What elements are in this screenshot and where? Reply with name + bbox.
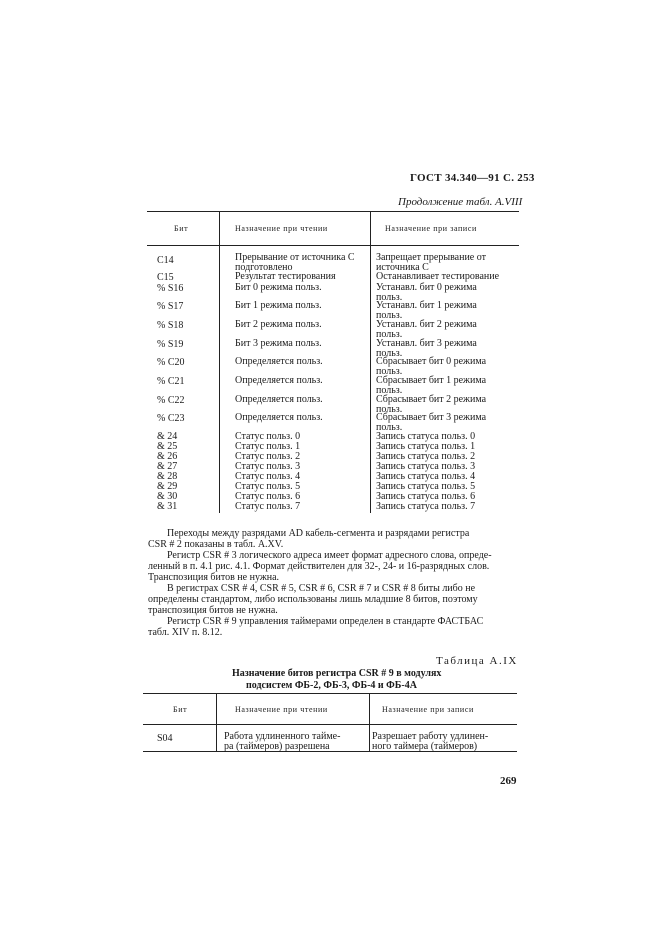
table-row-read: Бит 2 режима польз. <box>235 319 322 330</box>
paragraph-2-line-3: Транспозиция битов не нужна. <box>148 572 280 583</box>
table-continuation-label: Продолжение табл. A.VIII <box>398 196 523 208</box>
table-row-write: Запись статуса польз. 2 <box>376 451 476 462</box>
table1-col-bit: Бит <box>174 224 189 233</box>
table-row-write: Запись статуса польз. 6 <box>376 491 476 502</box>
table-row-write: Запись статуса польз. 1 <box>376 441 476 452</box>
table-row-write-cont: польз. <box>376 404 403 415</box>
table-row-write: Запрещает прерывание от <box>376 252 486 263</box>
paragraph-4-line-1: Регистр CSR # 9 управления таймерами определен в стандарте ФАСТБАС <box>167 616 484 627</box>
table-row-bit: % C23 <box>157 413 185 424</box>
table-row-write-cont: польз. <box>376 329 403 340</box>
table-row-read: Прерывание от источника С <box>235 252 355 263</box>
table-row-read: Статус польз. 2 <box>235 451 301 462</box>
table-row-read: Статус польз. 0 <box>235 431 301 442</box>
table-row-bit: % C22 <box>157 395 185 406</box>
table-row-bit: % S18 <box>157 320 184 331</box>
table-row-bit: C15 <box>157 272 174 283</box>
table-row-bit: & 26 <box>157 451 178 462</box>
table2-row-read-cont: ра (таймеров) разрешена <box>224 741 330 752</box>
paragraph-2-line-2: ленный в п. 4.1 рис. 4.1. Формат действителен для 32-, 24- и 16-разрядных слов. <box>148 561 490 572</box>
table2-row-bit: S04 <box>157 733 173 744</box>
table-row-write: Сбрасывает бит 0 режима <box>376 356 487 367</box>
table2-col-read: Назначение при чтении <box>235 705 328 714</box>
table-row-read: Бит 0 режима польз. <box>235 282 322 293</box>
paragraph-4-line-2: табл. XIV п. 8.12. <box>148 627 223 638</box>
table-row-write-cont: польз. <box>376 422 403 433</box>
paragraph-1-line-2: CSR # 2 показаны в табл. A.XV. <box>148 539 284 550</box>
table2-header-rule <box>143 724 517 725</box>
table-row-read: Статус польз. 6 <box>235 491 301 502</box>
page-number: 269 <box>500 775 517 787</box>
table-row-write: Устанавл. бит 0 режима <box>376 282 477 293</box>
table2-divider-1 <box>216 693 217 751</box>
table1-header-divider-2 <box>370 211 371 245</box>
table-row-write: Сбрасывает бит 1 режима <box>376 375 487 386</box>
table-row-read: Бит 1 режима польз. <box>235 300 322 311</box>
table-row-bit: & 27 <box>157 461 178 472</box>
table-row-bit: & 30 <box>157 491 178 502</box>
table-row-write: Запись статуса польз. 4 <box>376 471 476 482</box>
table-row-write-cont: польз. <box>376 292 403 303</box>
paragraph-3-line-3: транспозиция битов не нужна. <box>148 605 278 616</box>
table-row-write-cont: польз. <box>376 348 403 359</box>
table-row-bit: % C21 <box>157 376 185 387</box>
table-row-bit: % S16 <box>157 283 184 294</box>
table-row-read: Статус польз. 1 <box>235 441 301 452</box>
table-row-write: Запись статуса польз. 0 <box>376 431 476 442</box>
table-row-bit: % S17 <box>157 301 184 312</box>
table1-col-read: Назначение при чтении <box>235 224 328 233</box>
table-row-write: Устанавл. бит 1 режима <box>376 300 477 311</box>
table2-top-rule <box>143 693 517 694</box>
table2-row-write-cont: ного таймера (таймеров) <box>372 741 478 752</box>
paragraph-3-line-1: В регистрах CSR # 4, CSR # 5, CSR # 6, CSR # 7 и CSR # 8 биты либо не <box>167 583 476 594</box>
table-row-read: Бит 3 режима польз. <box>235 338 322 349</box>
table-row-write: Останавливает тестирование <box>376 271 500 282</box>
table-row-read: Статус польз. 7 <box>235 501 301 512</box>
table-row-bit: & 25 <box>157 441 178 452</box>
table-row-bit: & 29 <box>157 481 178 492</box>
paragraph-2-line-1: Регистр CSR # 3 логического адреса имеет формат адресного слова, опреде- <box>167 550 492 561</box>
table-row-bit: & 24 <box>157 431 178 442</box>
table2-col-bit: Бит <box>173 705 188 714</box>
table-row-write-cont: польз. <box>376 366 403 377</box>
table-row-read-cont: подготовлено <box>235 262 293 273</box>
standard-number: ГОСТ 34.340—91 С. 253 <box>410 172 535 184</box>
table2-row-write: Разрешает работу удлинен- <box>372 731 489 742</box>
table2-title-line-2: подсистем ФБ-2, ФБ-3, ФБ-4 и ФБ-4А <box>246 680 417 691</box>
table1-top-rule <box>147 211 519 212</box>
table-row-bit: % S19 <box>157 339 184 350</box>
table-row-read: Статус польз. 3 <box>235 461 301 472</box>
table-row-write: Сбрасывает бит 3 режима <box>376 412 487 423</box>
table-row-write: Сбрасывает бит 2 режима <box>376 394 487 405</box>
table1-body-divider-1 <box>219 245 220 513</box>
table-row-write: Запись статуса польз. 3 <box>376 461 476 472</box>
table-row-write: Запись статуса польз. 5 <box>376 481 476 492</box>
table-row-read: Определяется польз. <box>235 412 323 423</box>
table-row-write: Устанавл. бит 2 режима <box>376 319 477 330</box>
table2-label: Таблица A.IX <box>436 655 518 667</box>
table-row-read: Определяется польз. <box>235 394 323 405</box>
table1-body-divider-2 <box>370 245 371 513</box>
table-row-write: Запись статуса польз. 7 <box>376 501 476 512</box>
table-row-read: Определяется польз. <box>235 356 323 367</box>
table-row-bit: & 31 <box>157 501 178 512</box>
table-row-read: Статус польз. 5 <box>235 481 301 492</box>
table1-header-rule <box>147 245 519 246</box>
paragraph-3-line-2: определены стандартом, либо использованы лишь младшие 8 битов, поэтому <box>148 594 478 605</box>
table-row-bit: & 28 <box>157 471 178 482</box>
table2-row-read: Работа удлиненного тайме- <box>224 731 341 742</box>
table-row-read: Статус польз. 4 <box>235 471 301 482</box>
paragraph-1-line-1: Переходы между разрядами AD кабель-сегмента и разрядами регистра <box>167 528 470 539</box>
table2-col-write: Назначение при записи <box>382 705 474 714</box>
table-row-bit: C14 <box>157 255 174 266</box>
table-row-read: Результат тестирования <box>235 271 336 282</box>
table-row-bit: % C20 <box>157 357 185 368</box>
table1-header-divider-1 <box>219 211 220 245</box>
table-row-read: Определяется польз. <box>235 375 323 386</box>
table-row-write-cont: источника С <box>376 262 429 273</box>
table-row-write: Устанавл. бит 3 режима <box>376 338 477 349</box>
table2-divider-2 <box>369 693 370 751</box>
table-row-write-cont: польз. <box>376 310 403 321</box>
table-row-write-cont: польз. <box>376 385 403 396</box>
table1-col-write: Назначение при записи <box>385 224 477 233</box>
table2-title-line-1: Назначение битов регистра CSR # 9 в модулях <box>232 668 442 679</box>
